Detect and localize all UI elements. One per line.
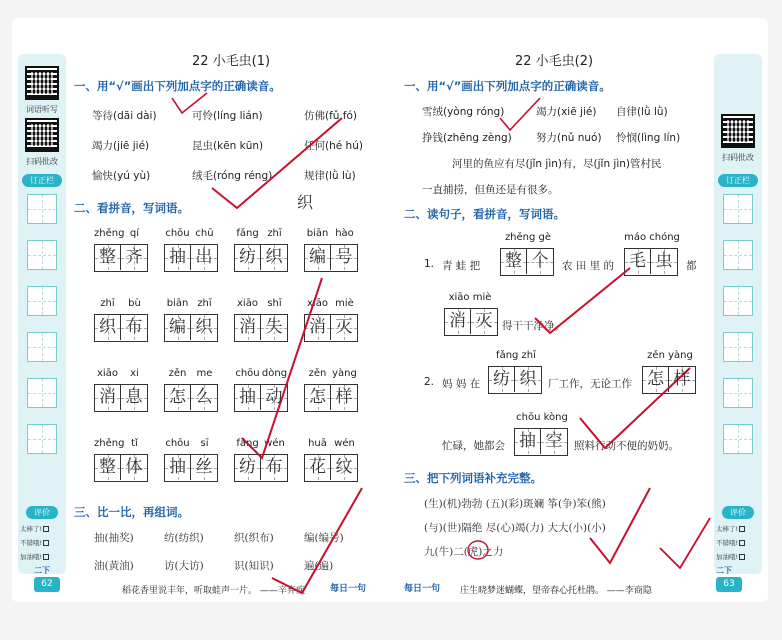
pinyin: fǎng xyxy=(236,438,259,449)
writing-cell[interactable] xyxy=(235,245,261,270)
sentence-part: 都 xyxy=(686,260,697,272)
handwritten-char: 消 xyxy=(99,387,116,407)
writing-cell[interactable] xyxy=(165,245,191,270)
handwritten-char: 么 xyxy=(195,387,213,407)
handwritten-char: 抽 xyxy=(239,387,256,407)
writing-cell[interactable] xyxy=(331,245,357,270)
pinyin: tǐ xyxy=(131,438,138,449)
stray-handwriting: 织 xyxy=(297,193,314,212)
writing-cell[interactable] xyxy=(191,455,217,480)
check-mark xyxy=(212,118,342,208)
handwritten-char: 丝 xyxy=(195,457,213,477)
handwritten-char: 息 xyxy=(125,387,143,407)
page-number: 63 xyxy=(716,577,742,592)
writing-cell[interactable] xyxy=(165,455,191,480)
handwritten-char: 织 xyxy=(195,317,213,337)
pinyin: biān xyxy=(166,298,189,309)
handwritten-char: 失 xyxy=(265,317,283,337)
pinyin: xi xyxy=(130,368,139,379)
writing-cell[interactable] xyxy=(261,315,287,340)
writing-cell[interactable] xyxy=(331,385,357,410)
reading-item: 怜悯(lìng lín) xyxy=(616,132,681,144)
qr-code-grading[interactable] xyxy=(721,114,755,148)
compare-word[interactable]: 遍(遍) xyxy=(304,560,334,572)
writing-cell[interactable] xyxy=(305,455,331,480)
reading-item: 规律(lǜ lù) xyxy=(304,170,356,182)
writing-grid[interactable] xyxy=(164,384,218,412)
reading-item: 自律(lǜ lǜ) xyxy=(616,106,668,118)
sentence-part: 忙碌，她都会 xyxy=(442,440,505,452)
pinyin: zěn xyxy=(308,368,327,379)
handwritten-char: 抽 xyxy=(169,247,186,267)
eval-item[interactable]: 太棒了! xyxy=(20,524,66,533)
writing-cell[interactable] xyxy=(165,315,191,340)
pinyin: xiāo xyxy=(307,298,328,309)
writing-grid[interactable] xyxy=(234,314,288,342)
pinyin: fǎng xyxy=(236,228,259,239)
compare-word[interactable]: 抽(抽奖) xyxy=(94,532,134,544)
idiom-fill-line[interactable]: 九(牛)二(虎)之力 xyxy=(424,546,504,558)
correction-tag: 订正栏 xyxy=(22,174,62,187)
correction-box[interactable] xyxy=(27,240,57,270)
writing-cell[interactable] xyxy=(121,385,147,410)
reading-item: 仿佛(fǔ fó) xyxy=(304,110,358,122)
writing-grid[interactable] xyxy=(164,244,218,272)
left-page xyxy=(12,18,390,602)
pinyin: zhī xyxy=(197,298,212,309)
daily-sentence-label: 每日一句 xyxy=(404,584,441,594)
handwritten-char: 灭 xyxy=(335,317,353,337)
writing-grid[interactable] xyxy=(94,314,148,342)
handwritten-char: 纹 xyxy=(335,457,353,477)
writing-grid[interactable] xyxy=(304,314,358,342)
reading-item: 昆虫(kēn kūn) xyxy=(192,140,264,152)
pinyin: miè xyxy=(335,298,354,309)
pinyin: wén xyxy=(334,438,355,449)
writing-cell[interactable] xyxy=(235,455,261,480)
compare-word[interactable]: 织(织布) xyxy=(234,532,274,544)
pinyin: sī xyxy=(200,438,209,449)
pinyin: zěn xyxy=(168,368,187,379)
qr-code-dictation[interactable] xyxy=(25,66,59,100)
qr-label-grading: 扫码批改 xyxy=(722,153,754,162)
handwritten-char: 样 xyxy=(335,387,353,407)
writing-grid[interactable] xyxy=(234,244,288,272)
writing-cell[interactable] xyxy=(121,315,147,340)
section-1-heading: 一、用“√”画出下列加点字的正确读音。 xyxy=(74,79,281,93)
writing-cell[interactable] xyxy=(261,455,287,480)
reading-item: 绒毛(róng réng) xyxy=(192,170,273,182)
reading-item: 竭力(jiē jié) xyxy=(92,140,150,152)
correction-box[interactable] xyxy=(723,240,753,270)
handwritten-char: 织 xyxy=(99,317,116,337)
writing-grid[interactable] xyxy=(234,384,288,412)
handwritten-char: 齐 xyxy=(125,247,143,267)
sentence-part: 厂工作，无论工作 xyxy=(548,378,632,390)
writing-cell[interactable] xyxy=(235,385,261,410)
pinyin: qí xyxy=(129,228,140,239)
handwritten-char: 消 xyxy=(239,317,256,337)
writing-grid[interactable] xyxy=(164,314,218,342)
section-3-heading: 三、比一比，再组词。 xyxy=(74,505,189,519)
left-sidebar xyxy=(18,54,66,574)
compare-word[interactable]: 编(编号) xyxy=(304,532,344,544)
pinyin: hào xyxy=(335,228,354,239)
section-2-heading: 二、读句子，看拼音，写词语。 xyxy=(404,207,565,221)
correction-box[interactable] xyxy=(27,194,57,224)
pinyin: zhī xyxy=(267,228,282,239)
writing-grid[interactable] xyxy=(304,244,358,272)
compare-word[interactable]: 油(黄油) xyxy=(94,560,134,572)
eval-item[interactable]: 不错哦! xyxy=(716,538,762,547)
writing-grid[interactable]: 消 灭 xyxy=(444,308,498,336)
daily-sentence-label: 每日一句 xyxy=(330,584,367,594)
pinyin: chōu kòng xyxy=(516,412,568,423)
writing-cell[interactable] xyxy=(191,245,217,270)
writing-cell[interactable] xyxy=(331,455,357,480)
right-sidebar xyxy=(714,54,762,574)
reading-item: 愉快(yú yù) xyxy=(92,170,151,182)
sentence-part: 照料行动不便的奶奶。 xyxy=(574,440,679,452)
idiom-fill-line[interactable]: (与)(世)隔绝 尽(心)竭(力) 大大(小)(小) xyxy=(424,522,606,534)
pinyin: chū xyxy=(195,228,214,239)
pinyin: xiāo xyxy=(237,298,258,309)
correction-box[interactable] xyxy=(27,378,57,408)
reading-paragraph: 一直捕捞，但鱼还是有很多。 xyxy=(422,184,559,196)
pinyin: xiāo xyxy=(97,368,118,379)
footer-quote: 庄生晓梦迷蝴蝶，望帝春心托杜鹃。 ——李商隐 xyxy=(460,586,652,596)
handwritten-char: 抽 xyxy=(169,457,186,477)
compare-word[interactable]: 访(大访) xyxy=(164,560,204,572)
reading-item: 可怜(líng lián) xyxy=(192,110,263,122)
compare-word[interactable]: 纺(纺织) xyxy=(164,532,204,544)
correction-box[interactable] xyxy=(723,332,753,362)
writing-grid[interactable] xyxy=(94,244,148,272)
writing-grid[interactable] xyxy=(304,384,358,412)
correction-box[interactable] xyxy=(723,194,753,224)
eval-item[interactable]: 加油哦! xyxy=(20,552,66,561)
pinyin: zěn yàng xyxy=(647,350,693,361)
pinyin: fǎng zhī xyxy=(496,350,536,361)
writing-cell[interactable] xyxy=(305,385,331,410)
pinyin: yàng xyxy=(332,368,357,379)
handwritten-char: 体 xyxy=(125,457,143,477)
handwritten-char: 消 xyxy=(309,317,326,337)
pinyin: wén xyxy=(264,438,285,449)
reading-item: 努力(nǔ nuó) xyxy=(536,132,602,144)
writing-grid[interactable]: 抽 空 xyxy=(514,428,568,456)
correction-box[interactable] xyxy=(723,424,753,454)
handwritten-char: 怎 xyxy=(169,387,186,407)
qr-code-grading[interactable] xyxy=(25,118,59,152)
sentence-part: 青 蛙 把 xyxy=(442,260,481,272)
page-title: 22 小毛虫(1) xyxy=(192,54,271,69)
question-number: 2. xyxy=(424,376,435,388)
writing-grid[interactable] xyxy=(94,454,148,482)
writing-cell[interactable] xyxy=(191,385,217,410)
correction-box[interactable] xyxy=(723,378,753,408)
writing-cell[interactable] xyxy=(261,245,287,270)
footer-quote: 稻花香里说丰年，听取蛙声一片。 ——辛弃疾 xyxy=(122,586,305,596)
pinyin: biān xyxy=(306,228,329,239)
writing-grid[interactable] xyxy=(94,384,148,412)
handwritten-char: 布 xyxy=(265,457,283,477)
writing-cell[interactable] xyxy=(235,315,261,340)
pinyin: dòng xyxy=(261,368,288,379)
section-2-heading: 二、看拼音，写词语。 xyxy=(74,201,189,215)
pinyin: bù xyxy=(128,298,141,309)
section-3-heading: 三、把下列词语补充完整。 xyxy=(404,471,542,485)
writing-cell[interactable] xyxy=(305,315,331,340)
check-mark xyxy=(500,98,540,130)
idiom-fill-line[interactable]: (生)(机)勃勃 (五)(彩)斑斓 筝(争)笨(熊) xyxy=(424,498,606,510)
writing-cell[interactable] xyxy=(165,385,191,410)
pinyin: zhěng gè xyxy=(504,232,552,243)
handwritten-char: 整 xyxy=(99,457,116,477)
writing-cell[interactable] xyxy=(95,315,121,340)
pinyin: xiāo miè xyxy=(448,292,492,303)
handwritten-char: 怎 xyxy=(309,387,326,407)
check-mark xyxy=(660,518,710,568)
reading-item: 挣钱(zhēng zèng) xyxy=(422,132,512,144)
writing-grid[interactable]: 整 个 xyxy=(500,248,554,276)
writing-grid[interactable]: 纺 织 xyxy=(488,366,542,394)
eval-item[interactable]: 加油哦! xyxy=(716,552,762,561)
sentence-part: 妈 妈 在 xyxy=(442,378,481,390)
compare-word[interactable]: 识(知识) xyxy=(234,560,274,572)
writing-cell[interactable] xyxy=(305,245,331,270)
correction-box[interactable] xyxy=(723,286,753,316)
reading-item: 竭力(xiē jié) xyxy=(536,106,597,118)
eval-tag: 评价 xyxy=(722,506,754,519)
handwritten-char: 编 xyxy=(169,317,186,337)
qr-label-grading: 扫码批改 xyxy=(26,157,58,166)
writing-cell[interactable] xyxy=(95,455,121,480)
writing-cell[interactable] xyxy=(121,245,147,270)
handwritten-char: 编 xyxy=(309,247,326,267)
writing-cell[interactable] xyxy=(191,315,217,340)
pinyin: zhěng xyxy=(94,438,125,449)
reading-item: 任何(hé hú) xyxy=(304,140,363,152)
section-1-heading: 一、用“√”画出下列加点字的正确读音。 xyxy=(404,79,611,93)
writing-cell[interactable] xyxy=(121,455,147,480)
handwritten-char: 号 xyxy=(335,247,353,267)
handwritten-char: 整 xyxy=(99,247,116,267)
handwritten-char: 织 xyxy=(265,247,283,267)
correction-box[interactable] xyxy=(27,332,57,362)
reading-item: 雪绒(yòng róng) xyxy=(422,106,505,118)
pinyin: zhī xyxy=(100,298,115,309)
writing-grid[interactable]: 怎 样 xyxy=(642,366,696,394)
handwritten-char: 花 xyxy=(309,457,326,477)
page-title: 22 小毛虫(2) xyxy=(515,54,594,69)
handwritten-char: 纺 xyxy=(239,457,256,477)
sentence-part: 得干干净净。 xyxy=(502,320,565,332)
grade-label: 二下 xyxy=(34,566,50,575)
correction-tag: 订正栏 xyxy=(718,174,758,187)
eval-item[interactable]: 不错哦! xyxy=(20,538,66,547)
reading-item: 等待(dāi dài) xyxy=(92,110,157,122)
grading-marks xyxy=(12,18,390,602)
eval-tag: 评价 xyxy=(26,506,58,519)
handwritten-char: 纺 xyxy=(239,247,256,267)
writing-cell[interactable] xyxy=(95,245,121,270)
writing-grid[interactable]: 毛 虫 xyxy=(624,248,678,276)
handwritten-char: 出 xyxy=(195,247,213,267)
pinyin: huā xyxy=(308,438,327,449)
page-number: 62 xyxy=(34,577,60,592)
qr-label-dictation: 词语听写 xyxy=(26,105,58,114)
question-number: 1. xyxy=(424,258,435,270)
pinyin: me xyxy=(196,368,213,379)
pinyin: zhěng xyxy=(94,228,125,239)
writing-cell[interactable] xyxy=(95,385,121,410)
grade-label: 二下 xyxy=(716,566,732,575)
eval-item[interactable]: 太棒了! xyxy=(716,524,762,533)
pinyin: chōu xyxy=(165,438,190,449)
correction-box[interactable] xyxy=(27,424,57,454)
right-page xyxy=(390,18,768,602)
pinyin: shī xyxy=(267,298,282,309)
pinyin: chōu xyxy=(165,228,190,239)
writing-grid[interactable] xyxy=(234,454,288,482)
correction-box[interactable] xyxy=(27,286,57,316)
pinyin: máo chóng xyxy=(624,232,680,243)
writing-cell[interactable] xyxy=(331,315,357,340)
handwritten-char: 动 xyxy=(265,387,283,407)
pinyin: chōu xyxy=(235,368,260,379)
writing-cell[interactable] xyxy=(261,385,287,410)
reading-paragraph: 河里的鱼应有尽(jǐn jìn)有，尽(jǐn jìn)管村民 xyxy=(452,158,662,170)
sentence-part: 农 田 里 的 xyxy=(562,260,615,272)
handwritten-char: 布 xyxy=(125,317,143,337)
writing-grid[interactable] xyxy=(164,454,218,482)
writing-grid[interactable] xyxy=(304,454,358,482)
